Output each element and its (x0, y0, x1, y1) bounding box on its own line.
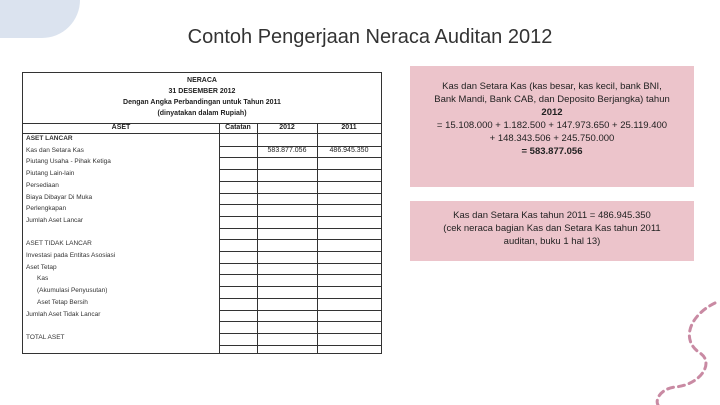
grid-line (219, 263, 381, 264)
row-label: (Akumulasi Penyusutan) (37, 287, 108, 295)
row-label: Persediaan (26, 181, 59, 189)
grid-line (219, 310, 381, 311)
grid-line (219, 239, 381, 240)
divider (23, 133, 381, 134)
sheet-heading-line: (dinyatakan dalam Rupiah) (157, 110, 247, 117)
grid-line (219, 193, 381, 194)
column-header-2011: 2011 (341, 124, 357, 131)
slide-title: Contoh Pengerjaan Neraca Auditan 2012 (187, 26, 553, 48)
note-line: + 148.343.506 + 245.750.000 (489, 133, 615, 144)
row-label: Kas (37, 275, 49, 283)
grid-line (219, 286, 381, 287)
grid-line (219, 274, 381, 275)
grid-line (219, 216, 381, 217)
grid-line (219, 228, 381, 229)
row-label: TOTAL ASET (26, 333, 65, 341)
row-label: Aset Tetap (26, 263, 57, 271)
note-kas-2012 (410, 66, 694, 187)
row-label: Piutang Lain-lain (26, 170, 75, 178)
note-line: = 15.108.000 + 1.182.500 + 147.973.650 + 25.119.400 (436, 120, 668, 131)
note-line: auditan, buku 1 hal 13) (503, 236, 601, 247)
note-line: (cek neraca bagian Kas dan Setara Kas tahun 2011 (443, 223, 661, 234)
sheet-heading-line: 31 DESEMBER 2012 (168, 88, 236, 95)
row-label: ASET TIDAK LANCAR (26, 240, 92, 248)
grid-line (219, 251, 381, 252)
row-label: ASET LANCAR (26, 135, 73, 142)
grid-line (219, 321, 381, 322)
cell-value-2012: 583.877.056 (267, 146, 307, 154)
row-label: Jumlah Aset Lancar (26, 216, 84, 224)
column-header-2012: 2012 (279, 124, 295, 131)
grid-line (219, 169, 381, 170)
row-label: Aset Tetap Bersih (37, 298, 88, 306)
note-kas-2011 (410, 201, 694, 261)
grid-line (219, 298, 381, 299)
sheet-heading (23, 73, 381, 123)
grid-line (219, 181, 381, 182)
column-header-aset: ASET (111, 124, 131, 131)
sheet-heading-line: NERACA (187, 77, 217, 84)
row-label: Investasi pada Entitas Asosiasi (26, 252, 116, 259)
row-label: Perlengkapan (26, 205, 67, 213)
note-line: Kas dan Setara Kas tahun 2011 = 486.945.350 (453, 210, 651, 221)
sheet-heading-line: Dengan Angka Perbandingan untuk Tahun 2011 (123, 99, 281, 106)
grid-line (219, 157, 381, 158)
dashed-swirl-decoration (620, 295, 720, 405)
cell-value-2011: 486.945.350 (329, 146, 369, 154)
row-label: Kas dan Setara Kas (26, 146, 84, 154)
column-header-catatan: Catatan (225, 124, 251, 131)
row-label: Jumlah Aset Tidak Lancar (26, 310, 101, 318)
grid-line (219, 204, 381, 205)
grid-line (219, 345, 381, 346)
note-line: Bank Mandi, Bank CAB, dan Deposito Berjangka) tahun (434, 94, 670, 105)
note-line: Kas dan Setara Kas (kas besar, kas kecil, bank BNI, (442, 81, 662, 92)
note-line: = 583.877.056 (521, 146, 583, 157)
row-label: Biaya Dibayar Di Muka (26, 193, 93, 201)
grid-line (219, 333, 381, 334)
row-label: Piutang Usaha - Pihak Ketiga (26, 158, 111, 166)
note-line: 2012 (541, 107, 563, 118)
balance-sheet (22, 72, 382, 354)
